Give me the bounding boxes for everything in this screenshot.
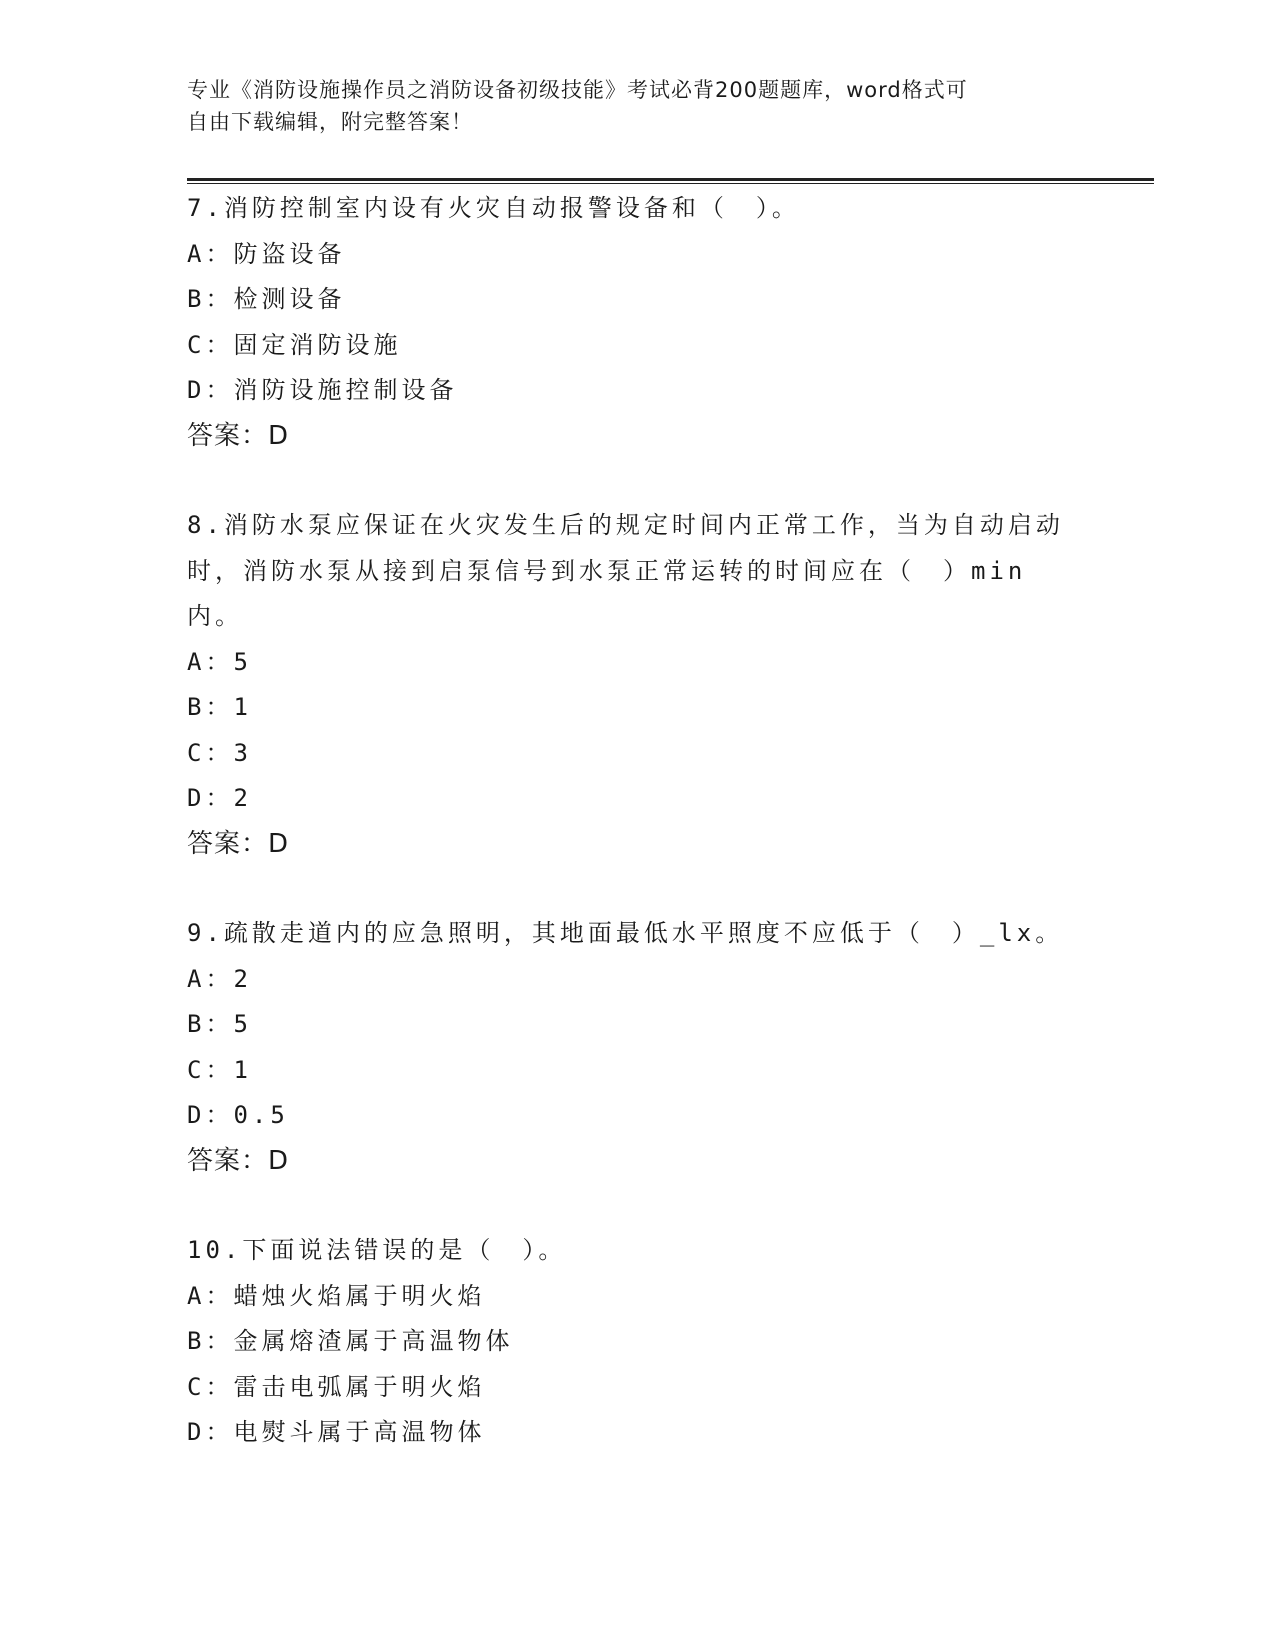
answer: 答案：D <box>187 1145 290 1176</box>
header-line-2: 自由下载编辑，附完整答案！ <box>187 110 473 134</box>
option-d: D：电熨斗属于高温物体 <box>187 1418 486 1446</box>
option-d: D：2 <box>187 784 252 812</box>
option-b: B：5 <box>187 1010 252 1038</box>
answer: 答案：D <box>187 828 290 859</box>
option-a: A：2 <box>187 964 252 993</box>
question-stem: 8.消防水泵应保证在火灾发生后的规定时间内正常工作，当为自动启动时，消防水泵从接到启泵信号到水泵正常运转的时间应在（ ）min内。 <box>187 511 1064 630</box>
header-rule-thick <box>187 178 1154 181</box>
option-b: B：检测设备 <box>187 285 346 313</box>
option-a: A：蜡烛火焰属于明火焰 <box>187 1281 486 1310</box>
option-b: B：1 <box>187 693 252 721</box>
option-d: D：消防设施控制设备 <box>187 376 458 404</box>
option-a: A：防盗设备 <box>187 239 346 268</box>
header-line-1: 专业《消防设施操作员之消防设备初级技能》考试必背200题题库，word格式可 <box>187 78 968 102</box>
question-10 <box>187 1228 1087 1456</box>
option-c: C：雷击电弧属于明火焰 <box>187 1372 486 1401</box>
question-stem: 7.消防控制室内设有火灾自动报警设备和（ ）。 <box>187 194 800 222</box>
document-header <box>187 74 1067 138</box>
option-c: C：固定消防设施 <box>187 330 402 359</box>
question-stem: 10.下面说法错误的是（ ）。 <box>187 1236 567 1264</box>
question-8 <box>187 503 1087 867</box>
header-rule-thin <box>187 183 1154 184</box>
option-d: D：0.5 <box>187 1101 289 1129</box>
option-c: C：3 <box>187 738 252 767</box>
question-stem: 9.疏散走道内的应急照明，其地面最低水平照度不应低于（ ）_lx。 <box>187 919 1064 947</box>
question-list <box>187 186 1087 1500</box>
option-c: C：1 <box>187 1055 252 1084</box>
option-b: B：金属熔渣属于高温物体 <box>187 1327 514 1355</box>
question-9 <box>187 911 1087 1184</box>
answer: 答案：D <box>187 420 290 451</box>
option-a: A：5 <box>187 647 252 676</box>
question-7 <box>187 186 1087 459</box>
